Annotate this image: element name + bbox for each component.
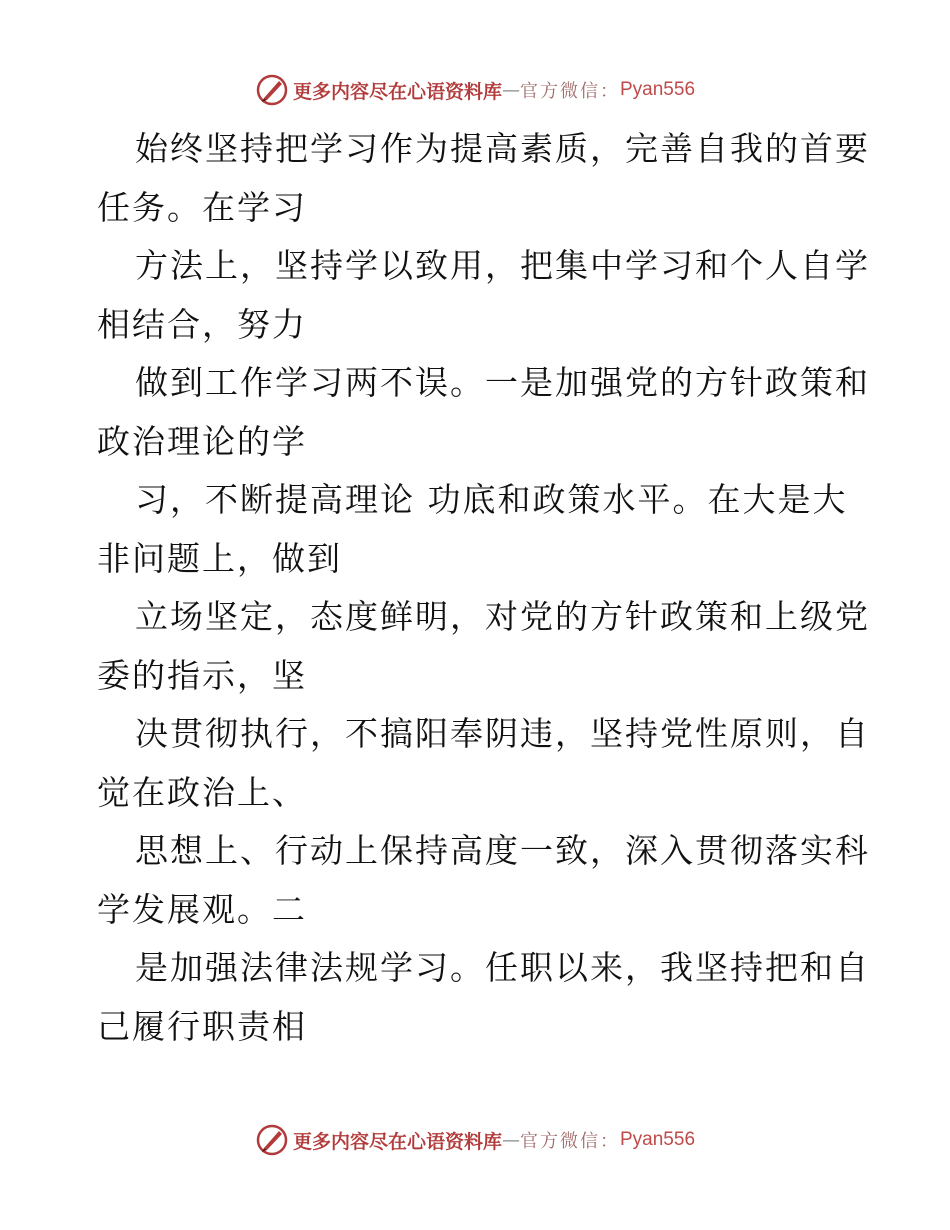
- banner-wechat-id: Pyan556: [620, 79, 696, 100]
- banner-wechat-id: Pyan556: [620, 1129, 696, 1150]
- document-body: [97, 120, 870, 1056]
- banner-wechat-label: 官方微信：: [520, 1131, 620, 1152]
- banner-title: 更多内容尽在心语资料库: [292, 1130, 502, 1153]
- paragraph-line: 政治理论的学: [97, 421, 307, 461]
- paragraph-line: 方法上，坚持学以致用，把集中学习和个人自学: [135, 246, 870, 285]
- header-banner: [0, 70, 950, 110]
- paragraph-line: 思想上、行动上保持高度一致，深入贯彻落实科: [135, 831, 870, 870]
- paragraph-line: 始终坚持把学习作为提高素质，完善自我的首要: [135, 129, 870, 168]
- paragraph-line: 相结合，努力: [97, 304, 307, 344]
- quill-logo-icon: [255, 1123, 289, 1157]
- quill-logo-icon: [255, 73, 289, 107]
- paragraph-line: 己履行职责相: [97, 1006, 307, 1046]
- paragraph-line: 任务。在学习: [97, 187, 307, 227]
- paragraph-line: 决贯彻执行，不搞阳奉阴违，坚持党性原则，自: [135, 714, 870, 753]
- banner-title: 更多内容尽在心语资料库: [292, 80, 502, 103]
- paragraph-line: 学发展观。二: [97, 889, 307, 929]
- paragraph-line: 立场坚定，态度鲜明，对党的方针政策和上级党: [135, 597, 870, 636]
- paragraph-line: 习，不断提高理论 功底和政策水平。在大是大: [135, 480, 848, 519]
- footer-banner: [0, 1120, 950, 1160]
- paragraph-line: 觉在政治上、: [97, 772, 307, 812]
- paragraph-line: 是加强法律法规学习。任职以来，我坚持把和自: [135, 948, 870, 987]
- banner-wechat-label: 官方微信：: [520, 81, 620, 102]
- paragraph-line: 委的指示，坚: [97, 655, 307, 695]
- banner-separator: —: [502, 79, 520, 101]
- paragraph-line: 做到工作学习两不误。一是加强党的方针政策和: [135, 363, 870, 402]
- paragraph-line: 非问题上，做到: [97, 538, 342, 578]
- banner-separator: —: [502, 1129, 520, 1151]
